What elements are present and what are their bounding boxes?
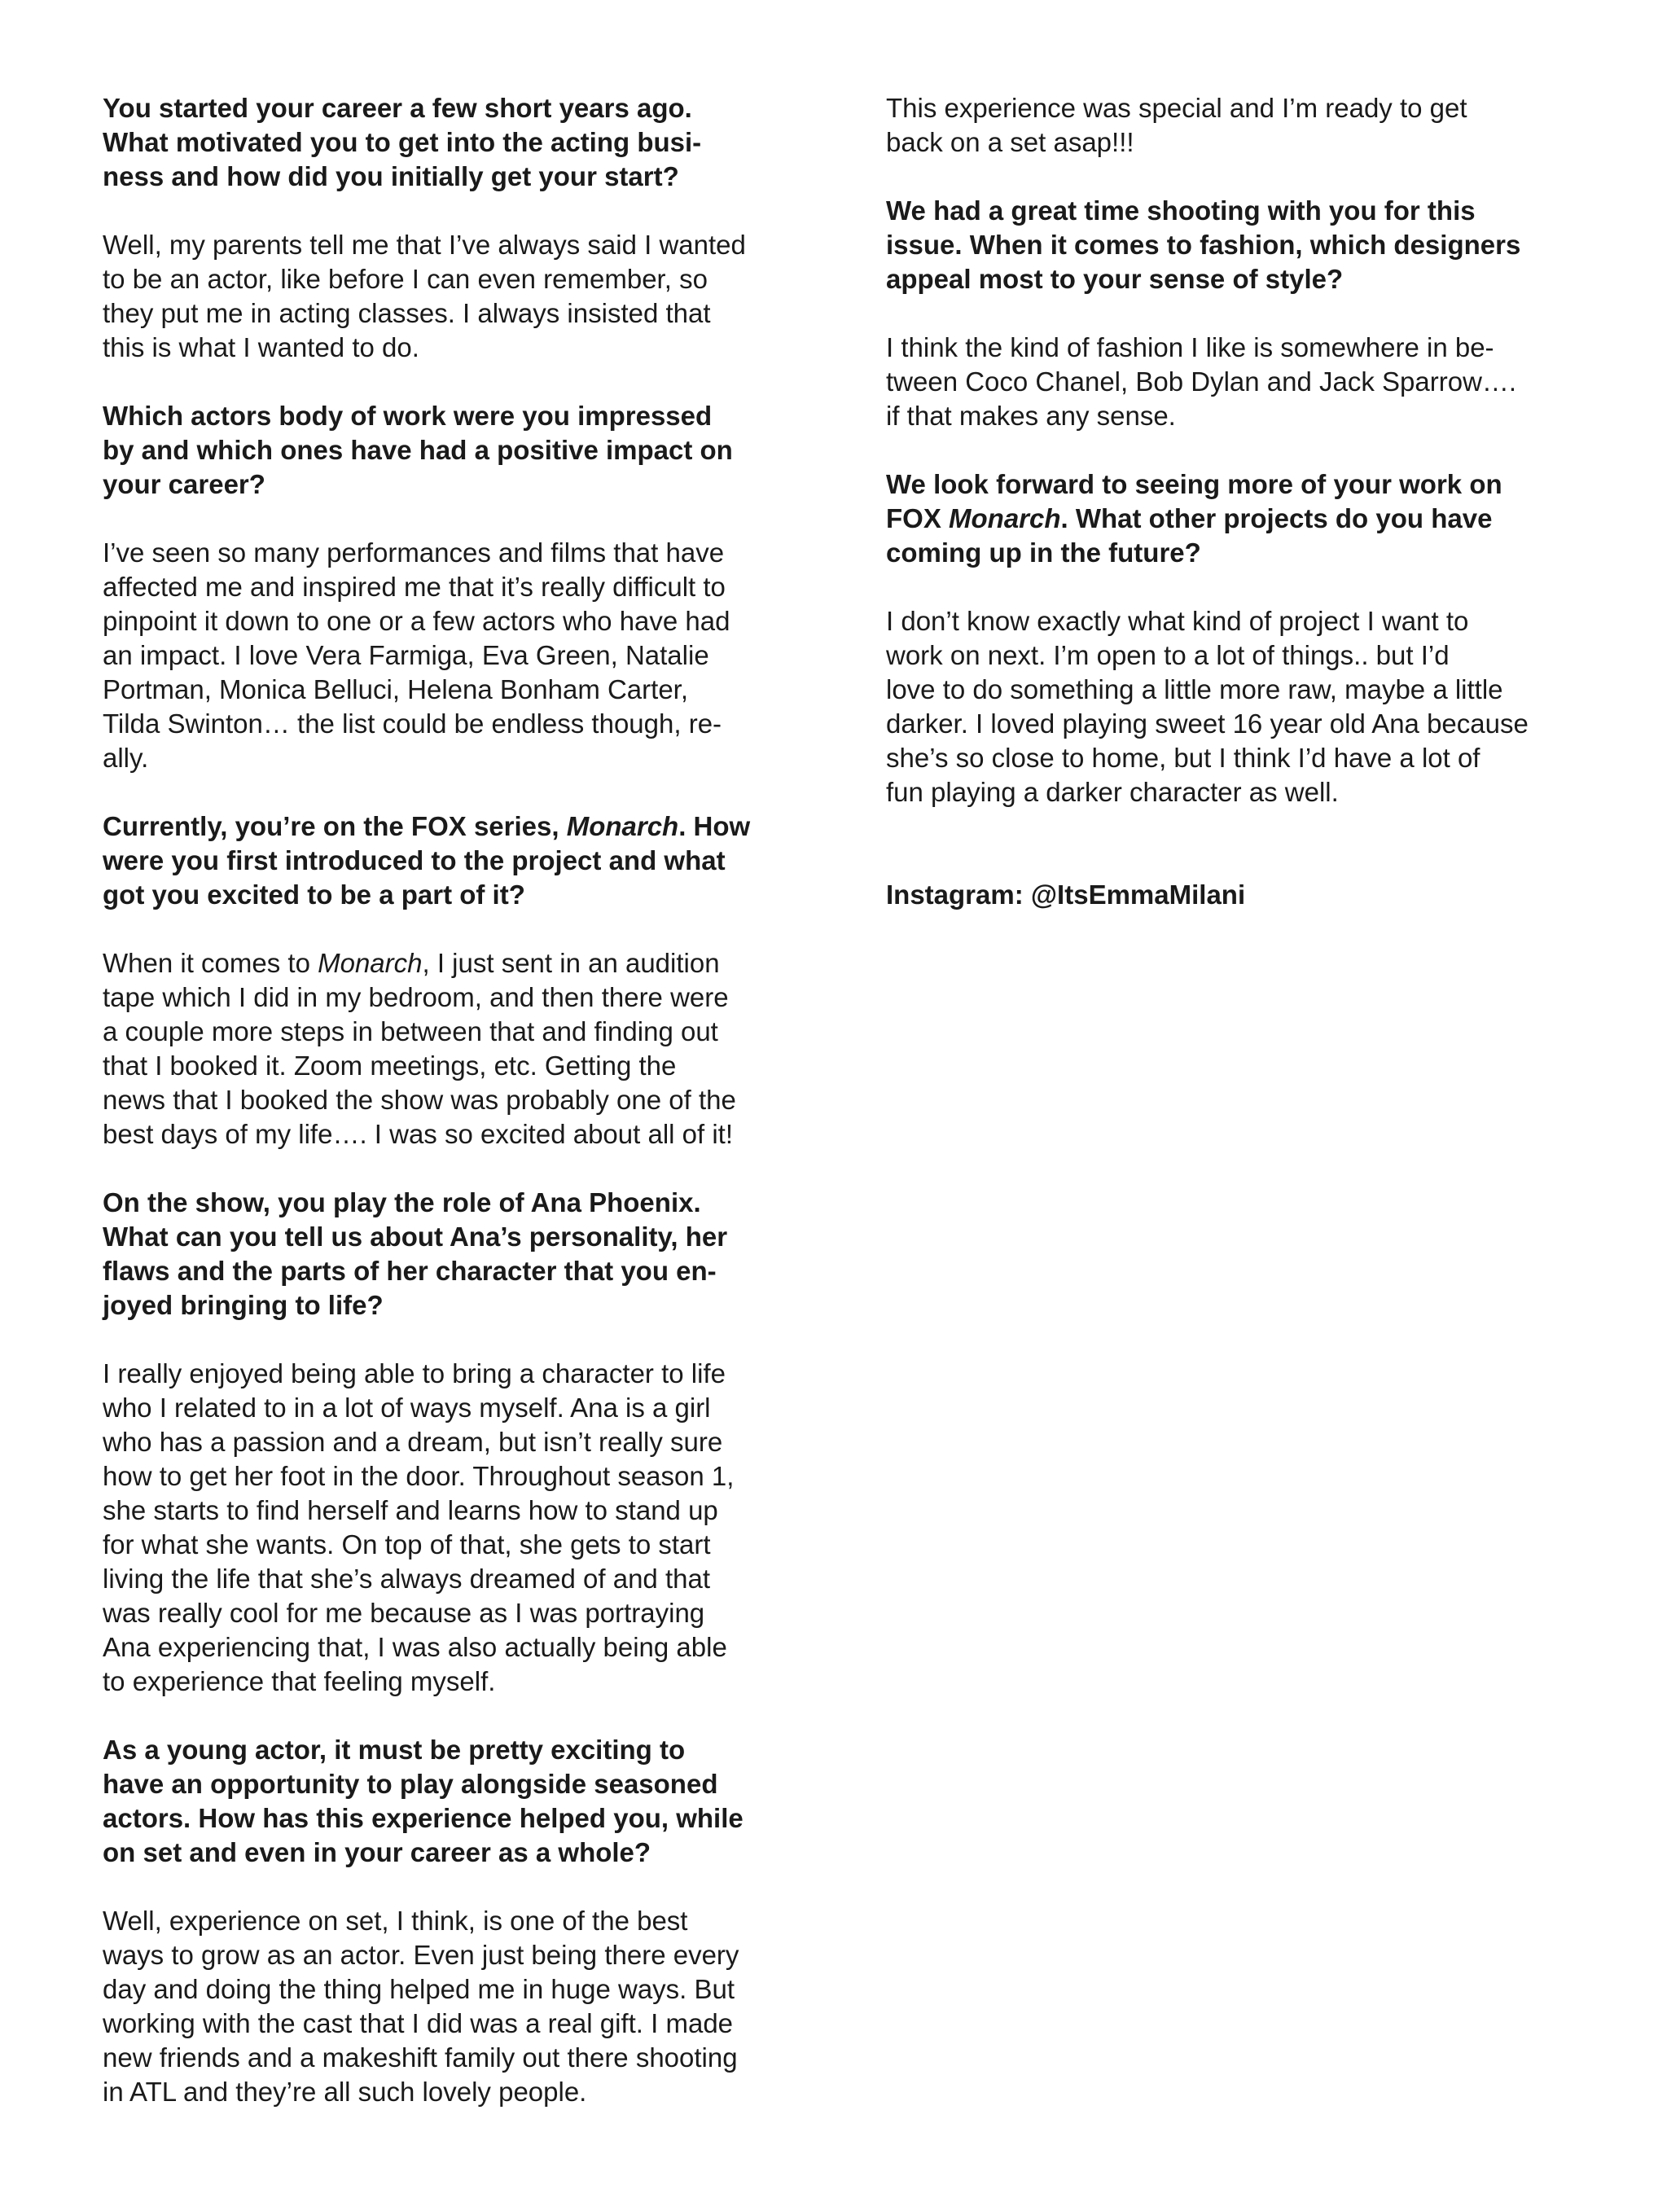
text-line [103, 228, 795, 262]
text-line [886, 536, 1570, 570]
interview-answer [103, 946, 795, 1152]
text-line [103, 1083, 795, 1117]
text-run: that I booked it. Zoom meetings, etc. Getting the [103, 1051, 677, 1081]
text-line [103, 399, 795, 433]
interview-answer [886, 331, 1570, 433]
text-run: pinpoint it down to one or a few actors who have had [103, 606, 730, 636]
text-run: if that makes any sense. [886, 401, 1176, 431]
text-line [103, 160, 795, 194]
text-run: coming up in the future? [886, 537, 1201, 568]
text-run: As a young actor, it must be pretty exciting to [103, 1735, 686, 1765]
text-run: Portman, Monica Belluci, Helena Bonham Carter, [103, 674, 689, 704]
text-run: On the show, you play the role of Ana Phoenix. [103, 1187, 701, 1217]
text-line [103, 1630, 795, 1665]
text-run: your career? [103, 469, 265, 499]
text-run: Instagram: @ItsEmmaMilani [886, 880, 1246, 910]
text-run: . How [678, 811, 751, 841]
text-run: Tilda Swinton… the list could be endless though, re- [103, 708, 722, 739]
text-run: were you first introduced to the project and what [103, 845, 726, 875]
text-line [103, 570, 795, 604]
interview-answer [103, 1357, 795, 1699]
text-run: tape which I did in my bedroom, and then there were [103, 982, 729, 1012]
text-line [103, 980, 795, 1015]
text-line [103, 878, 795, 912]
text-line [103, 1972, 795, 2007]
interview-question [103, 91, 795, 194]
text-line [103, 1562, 795, 1596]
text-line [103, 1186, 795, 1220]
text-run: I don’t know exactly what kind of project I want to [886, 606, 1469, 636]
interview-question [886, 467, 1570, 570]
text-line [103, 1015, 795, 1049]
text-line [103, 262, 795, 296]
text-line [103, 1459, 795, 1494]
text-run: Which actors body of work were you impressed [103, 401, 713, 431]
text-run: . What other projects do you have [1060, 503, 1493, 533]
interview-question [103, 399, 795, 502]
text-run: Ana experiencing that, I was also actually being able [103, 1632, 727, 1662]
text-run: joyed bringing to life? [103, 1290, 384, 1320]
text-run: FOX [886, 503, 950, 533]
interview-answer [886, 604, 1570, 809]
text-run: news that I booked the show was probably one of the [103, 1085, 736, 1115]
text-line [103, 1049, 795, 1083]
text-line [886, 262, 1570, 296]
text-run: for what she wants. On top of that, she gets to start [103, 1529, 711, 1559]
text-run: was really cool for me because as I was portraying [103, 1598, 705, 1628]
text-run: she’s so close to home, but I think I’d have a lot of [886, 743, 1480, 773]
text-line [103, 2075, 795, 2109]
text-line [886, 91, 1570, 125]
interview-question [886, 194, 1570, 296]
text-line [886, 502, 1570, 536]
text-line [103, 1220, 795, 1254]
text-line [103, 638, 795, 673]
interview-answer [103, 536, 795, 775]
text-line [103, 296, 795, 331]
text-line [103, 1733, 795, 1767]
text-line [103, 1425, 795, 1459]
text-run: affected me and inspired me that it’s really difficult to [103, 572, 726, 602]
text-run: We had a great time shooting with you for this [886, 195, 1476, 226]
show-title: Monarch [566, 811, 679, 841]
text-run: What motivated you to get into the acting busi- [103, 127, 702, 157]
text-run: day and doing the thing helped me in huge ways. But [103, 1974, 735, 2004]
text-run: ways to grow as an actor. Even just being there every [103, 1940, 739, 1970]
text-run: to be an actor, like before I can even remember, so [103, 264, 708, 294]
text-line [886, 399, 1570, 433]
text-run: When it comes to [103, 948, 318, 978]
text-run: This experience was special and I’m ready to get [886, 93, 1467, 123]
text-run: Currently, you’re on the FOX series, [103, 811, 567, 841]
text-run: ally. [103, 743, 149, 773]
text-run: this is what I wanted to do. [103, 332, 419, 362]
text-line [103, 1288, 795, 1323]
text-line [103, 946, 795, 980]
text-line [886, 125, 1570, 160]
text-run: fun playing a darker character as well. [886, 777, 1339, 807]
text-run: have an opportunity to play alongside seasoned [103, 1769, 718, 1799]
text-run: Well, experience on set, I think, is one of the best [103, 1906, 688, 1936]
text-line [103, 1801, 795, 1836]
text-line [886, 194, 1570, 228]
text-line [103, 536, 795, 570]
text-line [103, 1391, 795, 1425]
text-run: appeal most to your sense of style? [886, 264, 1344, 294]
text-run: actors. How has this experience helped you, while [103, 1803, 743, 1833]
text-line [103, 1904, 795, 1938]
text-run: she starts to find herself and learns how to stand up [103, 1495, 718, 1525]
interview-question [103, 1733, 795, 1870]
text-run: I’ve seen so many performances and films that have [103, 537, 725, 568]
interview-answer [103, 1904, 795, 2109]
text-line [886, 228, 1570, 262]
text-run: Well, my parents tell me that I’ve always said I wanted [103, 230, 746, 260]
text-run: how to get her foot in the door. Throughout season 1, [103, 1461, 735, 1491]
text-run: darker. I loved playing sweet 16 year old Ana because [886, 708, 1529, 739]
text-line [103, 1836, 795, 1870]
text-line [103, 1665, 795, 1699]
text-line [886, 775, 1570, 809]
text-line [103, 809, 795, 844]
text-line [103, 1117, 795, 1152]
show-title: Monarch [949, 503, 1061, 533]
text-line [886, 673, 1570, 707]
text-run: best days of my life…. I was so excited about all of it! [103, 1119, 734, 1149]
text-line [103, 604, 795, 638]
text-run: love to do something a little more raw, maybe a little [886, 674, 1503, 704]
text-run: who I related to in a lot of ways myself. Ana is a girl [103, 1393, 711, 1423]
text-line [103, 125, 795, 160]
interview-question [103, 809, 795, 912]
text-line [103, 741, 795, 775]
text-run: on set and even in your career as a whole? [103, 1837, 651, 1867]
text-line [103, 844, 795, 878]
text-run: living the life that she’s always dreamed of and that [103, 1564, 710, 1594]
text-line [103, 1596, 795, 1630]
text-line [886, 638, 1570, 673]
interview-question [103, 1186, 795, 1323]
text-line [886, 878, 1570, 912]
text-run: new friends and a makeshift family out there shooting [103, 2042, 738, 2073]
text-run: working with the cast that I did was a real gift. I made [103, 2008, 734, 2038]
text-line [103, 433, 795, 467]
left-column [103, 91, 795, 2143]
text-run: they put me in acting classes. I always insisted that [103, 298, 711, 328]
text-run: flaws and the parts of her character that you en- [103, 1256, 717, 1286]
text-line [103, 1254, 795, 1288]
text-line [886, 365, 1570, 399]
text-run: issue. When it comes to fashion, which designers [886, 230, 1521, 260]
text-run: who has a passion and a dream, but isn’t really sure [103, 1427, 723, 1457]
text-line [103, 1494, 795, 1528]
show-title: Monarch [318, 948, 423, 978]
text-line [103, 331, 795, 365]
text-run: back on a set asap!!! [886, 127, 1134, 157]
interview-answer [103, 228, 795, 365]
interview-answer [886, 91, 1570, 160]
text-run: an impact. I love Vera Farmiga, Eva Green, Natalie [103, 640, 709, 670]
text-line [103, 91, 795, 125]
text-line [886, 331, 1570, 365]
text-run: What can you tell us about Ana’s personality, her [103, 1222, 728, 1252]
right-column [886, 91, 1570, 946]
text-run: ness and how did you initially get your start? [103, 161, 679, 191]
text-run: You started your career a few short years ago. [103, 93, 692, 123]
instagram-handle [886, 878, 1570, 912]
text-run: I think the kind of fashion I like is somewhere in be- [886, 332, 1494, 362]
text-run: got you excited to be a part of it? [103, 880, 525, 910]
text-line [103, 2041, 795, 2075]
text-line [886, 707, 1570, 741]
text-line [103, 707, 795, 741]
text-run: by and which ones have had a positive impact on [103, 435, 733, 465]
text-line [103, 1938, 795, 1972]
text-run: tween Coco Chanel, Bob Dylan and Jack Sparrow…. [886, 366, 1517, 397]
text-run: , I just sent in an audition [422, 948, 720, 978]
text-line [103, 673, 795, 707]
text-line [103, 1357, 795, 1391]
text-line [886, 467, 1570, 502]
text-run: I really enjoyed being able to bring a character to life [103, 1358, 726, 1388]
text-line [103, 1767, 795, 1801]
text-line [103, 467, 795, 502]
text-run: a couple more steps in between that and finding out [103, 1016, 718, 1046]
text-run: in ATL and they’re all such lovely people. [103, 2077, 587, 2107]
text-run: We look forward to seeing more of your work on [886, 469, 1502, 499]
text-line [886, 741, 1570, 775]
text-line [103, 2007, 795, 2041]
text-run: work on next. I’m open to a lot of things.. but I’d [886, 640, 1450, 670]
text-line [103, 1528, 795, 1562]
text-run: to experience that feeling myself. [103, 1666, 496, 1696]
text-line [886, 604, 1570, 638]
